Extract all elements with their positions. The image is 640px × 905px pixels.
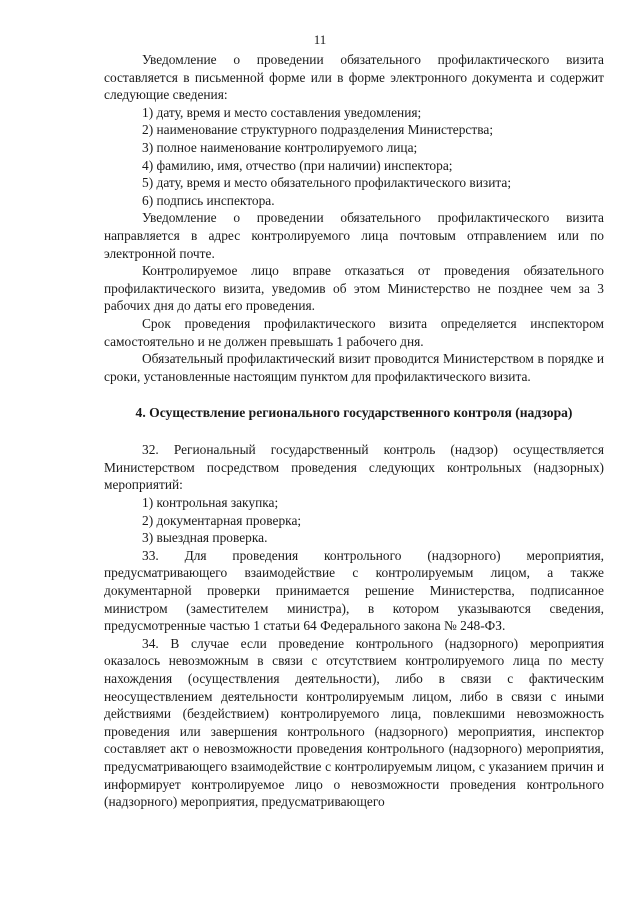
- notification-intro-paragraph: Уведомление о проведении обязательного профилактического визита составляется в письменной форме или в форме электронного документа и содержит следующие сведения:: [104, 52, 604, 103]
- list-item: 3) полное наименование контролируемого лица;: [142, 139, 418, 155]
- section-heading: 4. Осуществление регионального государственного контроля (надзора): [135, 405, 573, 421]
- list-item: 2) документарная проверка;: [142, 512, 302, 528]
- clause-34-paragraph: 34. В случае если проведение контрольного (надзорного) мероприятия оказалось невозможным в связи с отсутствием контролируемого лица по месту нахождения (осуществления деятельности), либо в связи с фактическим неосуществлением деятельности контролируемым лицом, либо в связи с иными действиями (бездействием) контролируемого лица, повлекшими невозможность проведения или завершения контрольного (надзорного) мероприятия, инспектор составляет акт о невозможности проведения контрольного (надзорного) мероприятия, предусматривающего взаимодействие с контролируемым лицом, с указанием причин и информирует контролируемое лицо о невозможности проведения контрольного (надзорного) мероприятия, предусматривающего: [104, 635, 604, 810]
- list-item: 1) дату, время и место составления уведомления;: [142, 104, 422, 120]
- refusal-paragraph: Контролируемое лицо вправе отказаться от проведения обязательного профилактического визита, уведомив об этом Министерство не позднее чем за 3 рабочих дня до даты его проведения.: [104, 263, 604, 314]
- clause-33-paragraph: 33. Для проведения контрольного (надзорного) мероприятия, предусматривающего взаимодействие с контролируемым лицом, а также документарной проверки принимается решение Министерства, подписанное министром (заместителем министра), в котором указываются сведения, предусмотренные частью 1 статьи 64 Федерального закона № 248-ФЗ.: [104, 547, 604, 634]
- document-body: [104, 51, 604, 811]
- list-item: 4) фамилию, имя, отчество (при наличии) инспектора;: [142, 157, 453, 173]
- clause-32-paragraph: 32. Региональный государственный контроль (надзор) осуществляется Министерством посредством проведения следующих контрольных (надзорных) мероприятий:: [104, 442, 604, 493]
- visit-duration-paragraph: Срок проведения профилактического визита определяется инспектором самостоятельно и не должен превышать 1 рабочего дня.: [104, 315, 604, 349]
- list-item: 2) наименование структурного подразделения Министерства;: [142, 122, 494, 138]
- list-item: 3) выездная проверка.: [142, 530, 268, 546]
- mandatory-visit-paragraph: Обязательный профилактический визит проводится Министерством в порядке и сроки, установленные настоящим пунктом для профилактического визита.: [104, 351, 604, 384]
- notification-delivery-paragraph: Уведомление о проведении обязательного профилактического визита направляется в адрес контролируемого лица почтовым отправлением или по электронной почте.: [104, 210, 604, 261]
- list-item: 6) подпись инспектора.: [142, 192, 275, 208]
- page-number: 11: [313, 32, 327, 47]
- list-item: 1) контрольная закупка;: [142, 495, 279, 511]
- list-item: 5) дату, время и место обязательного профилактического визита;: [142, 175, 512, 191]
